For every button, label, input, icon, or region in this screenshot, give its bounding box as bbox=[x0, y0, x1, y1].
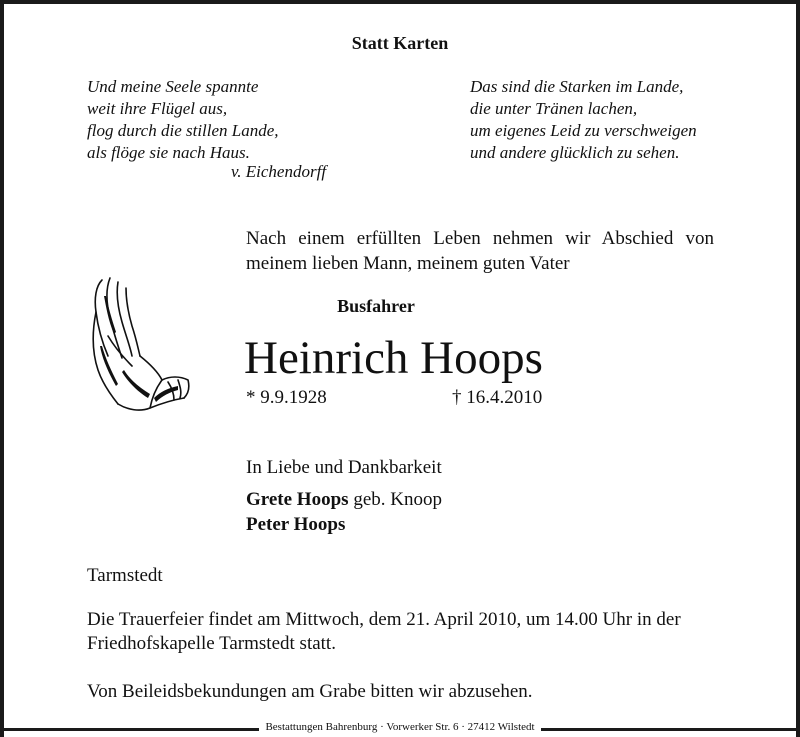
funeral-notice-line: Die Trauerfeier findet am Mittwoch, dem 21. April 2010, um 14.00 Uhr in der bbox=[87, 609, 681, 630]
funeral-notice-line: Friedhofskapelle Tarmstedt statt. bbox=[87, 633, 336, 654]
header-title: Statt Karten bbox=[351, 33, 449, 53]
poem-right-line: und andere glücklich zu sehen. bbox=[470, 143, 680, 162]
mourner-name: Peter Hoops bbox=[246, 514, 346, 535]
death-date: † 16.4.2010 bbox=[452, 387, 543, 408]
poem-left-line: weit ihre Flügel aus, bbox=[87, 99, 228, 118]
poem-right-line: um eigenes Leid zu verschweigen bbox=[470, 121, 697, 140]
poem-left-line: flog durch die stillen Lande, bbox=[87, 121, 279, 140]
poem-right-line: Das sind die Starken im Lande, bbox=[470, 77, 684, 96]
poem-left-line: Und meine Seele spannte bbox=[87, 77, 259, 96]
praying-hands-icon bbox=[88, 276, 192, 414]
mourner bbox=[246, 514, 345, 536]
funeral-notice bbox=[87, 608, 681, 656]
condolence-notice: Von Beileidsbekundungen am Grabe bitten wir abzusehen. bbox=[87, 681, 533, 702]
deceased-name: Heinrich Hoops bbox=[244, 332, 543, 384]
poem-left-line: als flöge sie nach Haus. bbox=[87, 143, 250, 162]
poem-author: v. Eichendorff bbox=[231, 162, 327, 181]
occupation: Busfahrer bbox=[337, 296, 415, 316]
poem-right bbox=[470, 76, 697, 164]
footer-text: Bestattungen Bahrenburg · Vorwerker Str. 6 · 27412 Wilstedt bbox=[259, 721, 540, 733]
farewell-intro: Nach einem erfüllten Leben nehmen wir Abschied von meinem lieben Mann, meinem guten Vater bbox=[246, 228, 714, 274]
birth-date: * 9.9.1928 bbox=[246, 387, 327, 408]
mourner bbox=[246, 489, 442, 511]
mourners-intro: In Liebe und Dankbarkeit bbox=[246, 457, 442, 478]
mourner-name: Grete Hoops bbox=[246, 489, 349, 510]
footer bbox=[0, 721, 800, 733]
mourner-suffix: geb. Knoop bbox=[348, 489, 442, 510]
place: Tarmstedt bbox=[87, 565, 163, 586]
poem-left bbox=[87, 76, 279, 164]
poem-right-line: die unter Tränen lachen, bbox=[470, 99, 638, 118]
